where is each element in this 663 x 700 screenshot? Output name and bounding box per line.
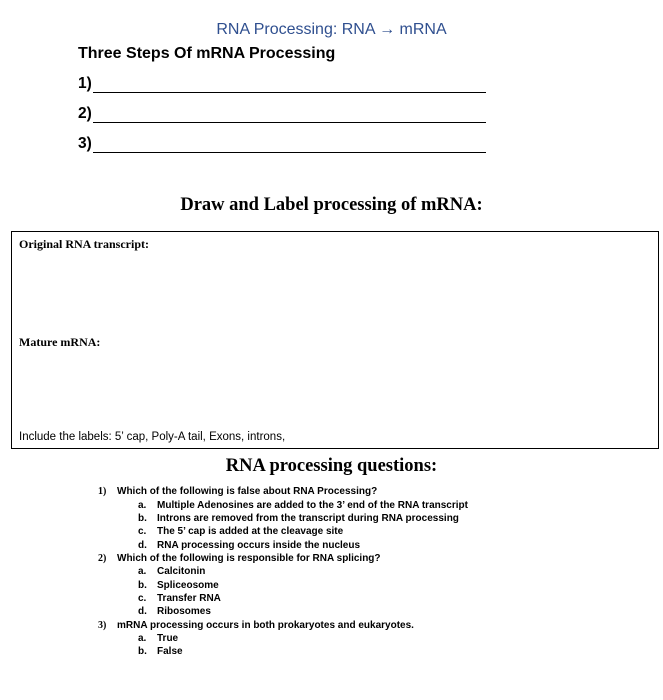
step-line-3 — [78, 135, 486, 153]
option-text: Ribosomes — [157, 606, 211, 617]
original-transcript-label: Original RNA transcript: — [19, 237, 149, 251]
step-number: 3) — [78, 135, 92, 152]
option-text: The 5’ cap is added at the cleavage site — [157, 526, 344, 537]
option-letter: c. — [138, 526, 147, 537]
option-text: False — [157, 646, 183, 657]
option-text: Calcitonin — [157, 566, 206, 577]
question-text: Which of the following is false about RNA Processing? — [117, 486, 378, 497]
answer-blank[interactable] — [93, 108, 486, 123]
question-text: Which of the following is responsible for RNA splicing? — [117, 553, 381, 564]
option-letter: a. — [138, 566, 147, 577]
option-text: Multiple Adenosines are added to the 3’ end of the RNA transcript — [157, 500, 468, 511]
option-letter: d. — [138, 540, 147, 551]
option-letter: a. — [138, 500, 147, 511]
option-text: RNA processing occurs inside the nucleus — [157, 540, 361, 551]
step-line-2 — [78, 105, 486, 123]
draw-heading: Draw and Label processing of mRNA: — [180, 195, 483, 215]
question-number: 2) — [98, 553, 107, 564]
labels-instruction: Include the labels: 5’ cap, Poly-A tail, Exons, introns, — [19, 431, 286, 443]
answer-blank[interactable] — [93, 138, 486, 153]
mature-mrna-label: Mature mRNA: — [19, 335, 101, 349]
option-letter: b. — [138, 513, 147, 524]
step-number: 1) — [78, 75, 92, 92]
step-line-1 — [78, 75, 486, 93]
option-text: True — [157, 633, 179, 644]
option-letter: b. — [138, 580, 147, 591]
option-letter: a. — [138, 633, 147, 644]
option-letter: b. — [138, 646, 147, 657]
answer-blank[interactable] — [93, 78, 486, 93]
option-text: Spliceosome — [157, 580, 219, 591]
steps-heading: Three Steps Of mRNA Processing — [78, 45, 336, 62]
option-text: Transfer RNA — [157, 593, 221, 604]
step-number: 2) — [78, 105, 92, 122]
question-text: mRNA processing occurs in both prokaryotes and eukaryotes. — [117, 620, 414, 631]
option-text: Introns are removed from the transcript during RNA processing — [157, 513, 459, 524]
question-number: 1) — [98, 486, 107, 497]
drawing-box[interactable] — [11, 231, 659, 449]
document-title: RNA Processing: RNA → mRNA — [216, 21, 447, 38]
option-letter: c. — [138, 593, 147, 604]
questions-heading: RNA processing questions: — [225, 456, 438, 476]
option-letter: d. — [138, 606, 147, 617]
question-number: 3) — [98, 620, 107, 631]
